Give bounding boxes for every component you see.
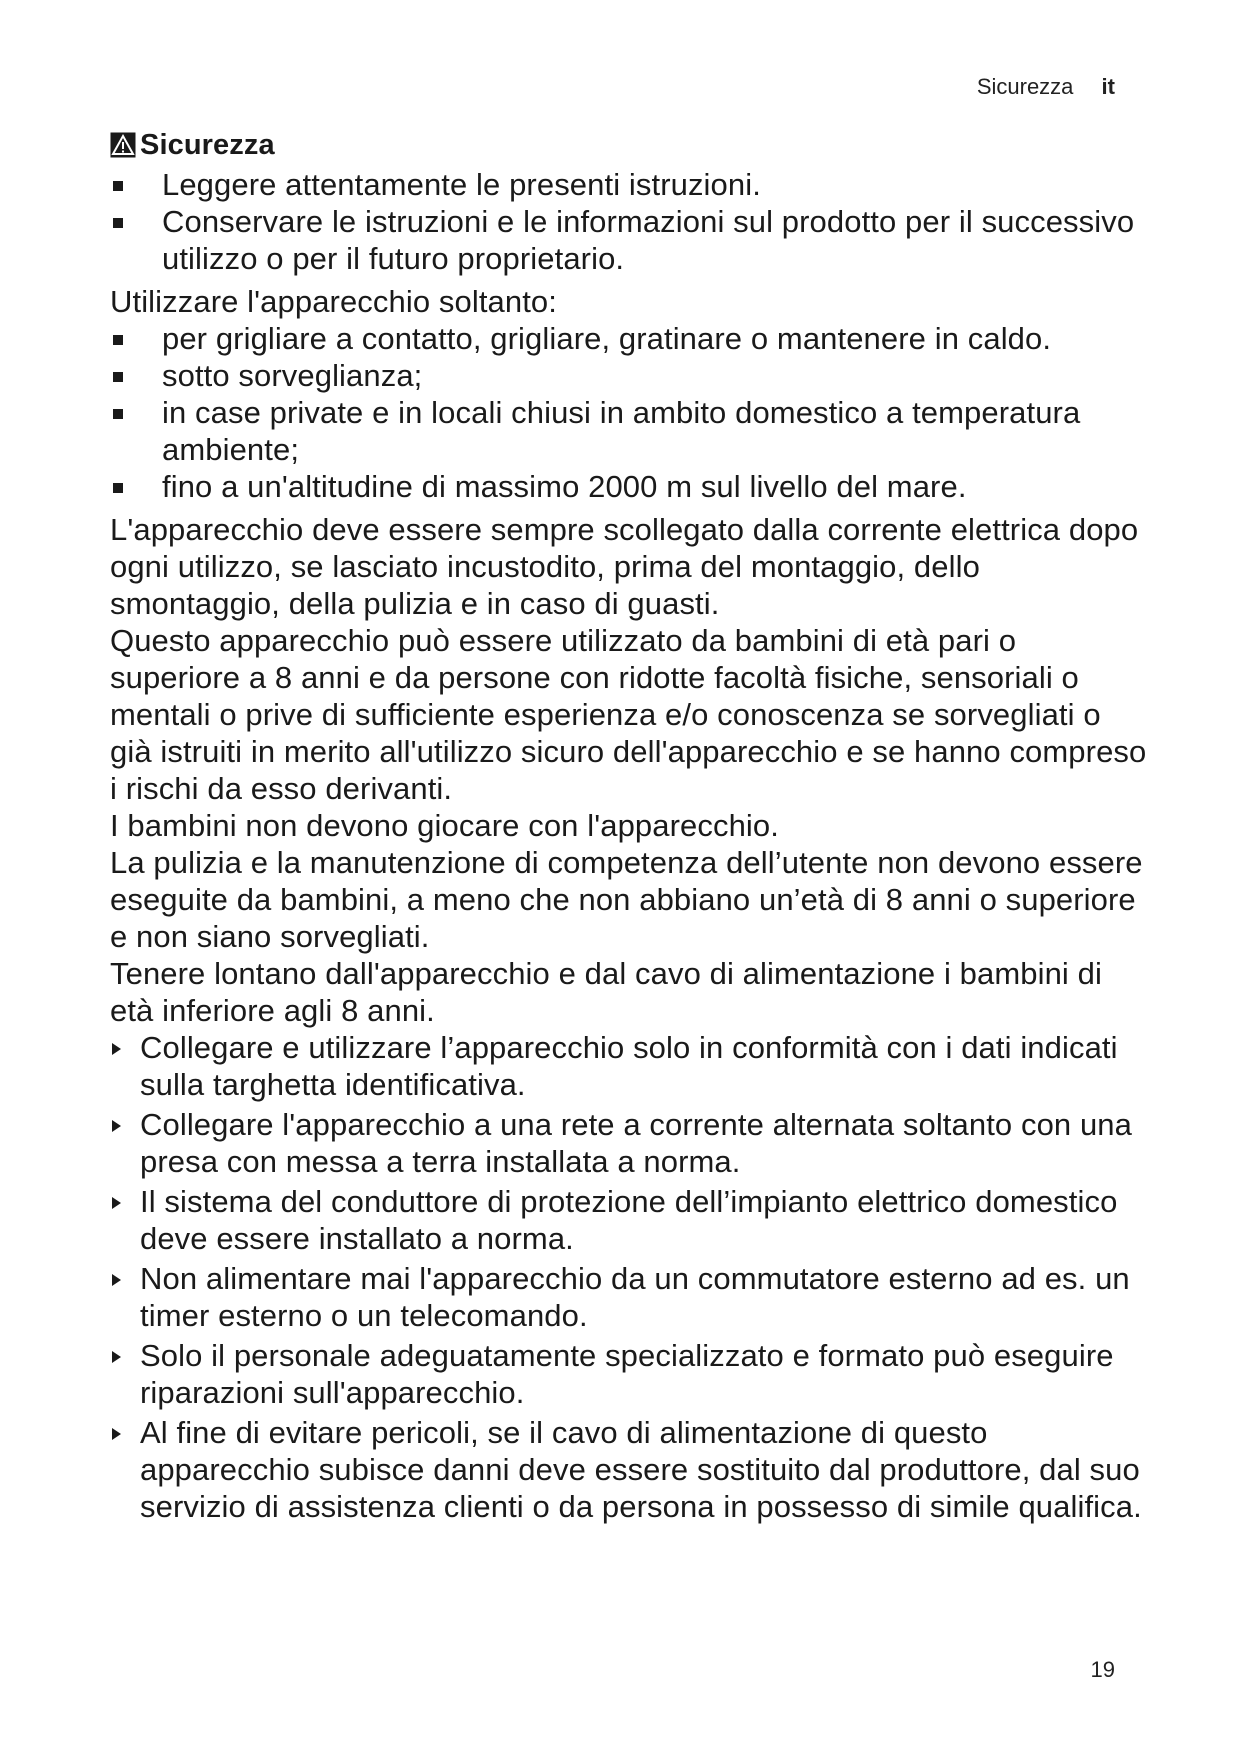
paragraph-disconnect: L'apparecchio deve essere sempre scollegato dalla corrente elettrica dopo ogni utilizzo, se lasciato incustodito, prima del montaggio, dello smontaggio, della pulizia e in caso di guasti. [110, 512, 1139, 621]
instructions-list [110, 166, 1150, 277]
page-header [977, 74, 1115, 100]
section-title-text: Sicurezza [140, 129, 275, 161]
list-item: fino a un'altitudine di massimo 2000 m sul livello del mare. [110, 468, 1150, 505]
usage-list [110, 320, 1150, 505]
list-item: Collegare l'apparecchio a una rete a corrente alternata soltanto con una presa con messa a terra installata a norma. [110, 1106, 1150, 1180]
header-section: Sicurezza [976, 74, 1074, 99]
warning-triangle-icon [110, 132, 136, 158]
list-item: Leggere attentamente le presenti istruzioni. [110, 166, 1150, 203]
list-item: Il sistema del conduttore di protezione dell’impianto elettrico domestico deve essere installato a norma. [110, 1183, 1150, 1257]
paragraph-children-play: I bambini non devono giocare con l'apparecchio. [110, 808, 779, 843]
list-item: Al fine di evitare pericoli, se il cavo di alimentazione di questo apparecchio subisce danni deve essere sostituito dal produttore, dal suo servizio di assistenza clienti o da persona in possesso di simile qualifica. [110, 1414, 1150, 1525]
paragraph-keep-away: Tenere lontano dall'apparecchio e dal cavo di alimentazione i bambini di età inferiore agli 8 anni. [110, 956, 1102, 1028]
list-item: Collegare e utilizzare l’apparecchio solo in conformità con i dati indicati sulla targhetta identificativa. [110, 1029, 1150, 1103]
page-number: 19 [1090, 1657, 1115, 1682]
list-item: per grigliare a contatto, grigliare, gratinare o mantenere in caldo. [110, 320, 1150, 357]
safety-section [110, 126, 1150, 1528]
header-language: it [1101, 74, 1115, 99]
paragraph-cleaning: La pulizia e la manutenzione di competenza dell’utente non devono essere eseguite da bambini, a meno che non abbiano un’età di 8 anni o superiore e non siano sorvegliati. [110, 845, 1143, 954]
list-item: sotto sorveglianza; [110, 357, 1150, 394]
electrical-list [110, 1029, 1150, 1525]
list-item: Solo il personale adeguatamente specializzato e formato può eseguire riparazioni sull'apparecchio. [110, 1337, 1150, 1411]
list-item: Conservare le istruzioni e le informazioni sul prodotto per il successivo utilizzo o per il futuro proprietario. [110, 203, 1150, 277]
usage-intro: Utilizzare l'apparecchio soltanto: [110, 284, 557, 319]
paragraph-children-use: Questo apparecchio può essere utilizzato da bambini di età pari o superiore a 8 anni e da persone con ridotte facoltà fisiche, sensoriali o mentali o prive di sufficiente esperienza e/o conoscenza se sorvegliati o già istruiti in merito all'utilizzo sicuro dell'apparecchio e se hanno compreso i rischi da esso derivanti. [110, 623, 1147, 806]
list-item: in case private e in locali chiusi in ambito domestico a temperatura ambiente; [110, 394, 1150, 468]
section-title [110, 126, 1150, 164]
list-item: Non alimentare mai l'apparecchio da un commutatore esterno ad es. un timer esterno o un telecomando. [110, 1260, 1150, 1334]
